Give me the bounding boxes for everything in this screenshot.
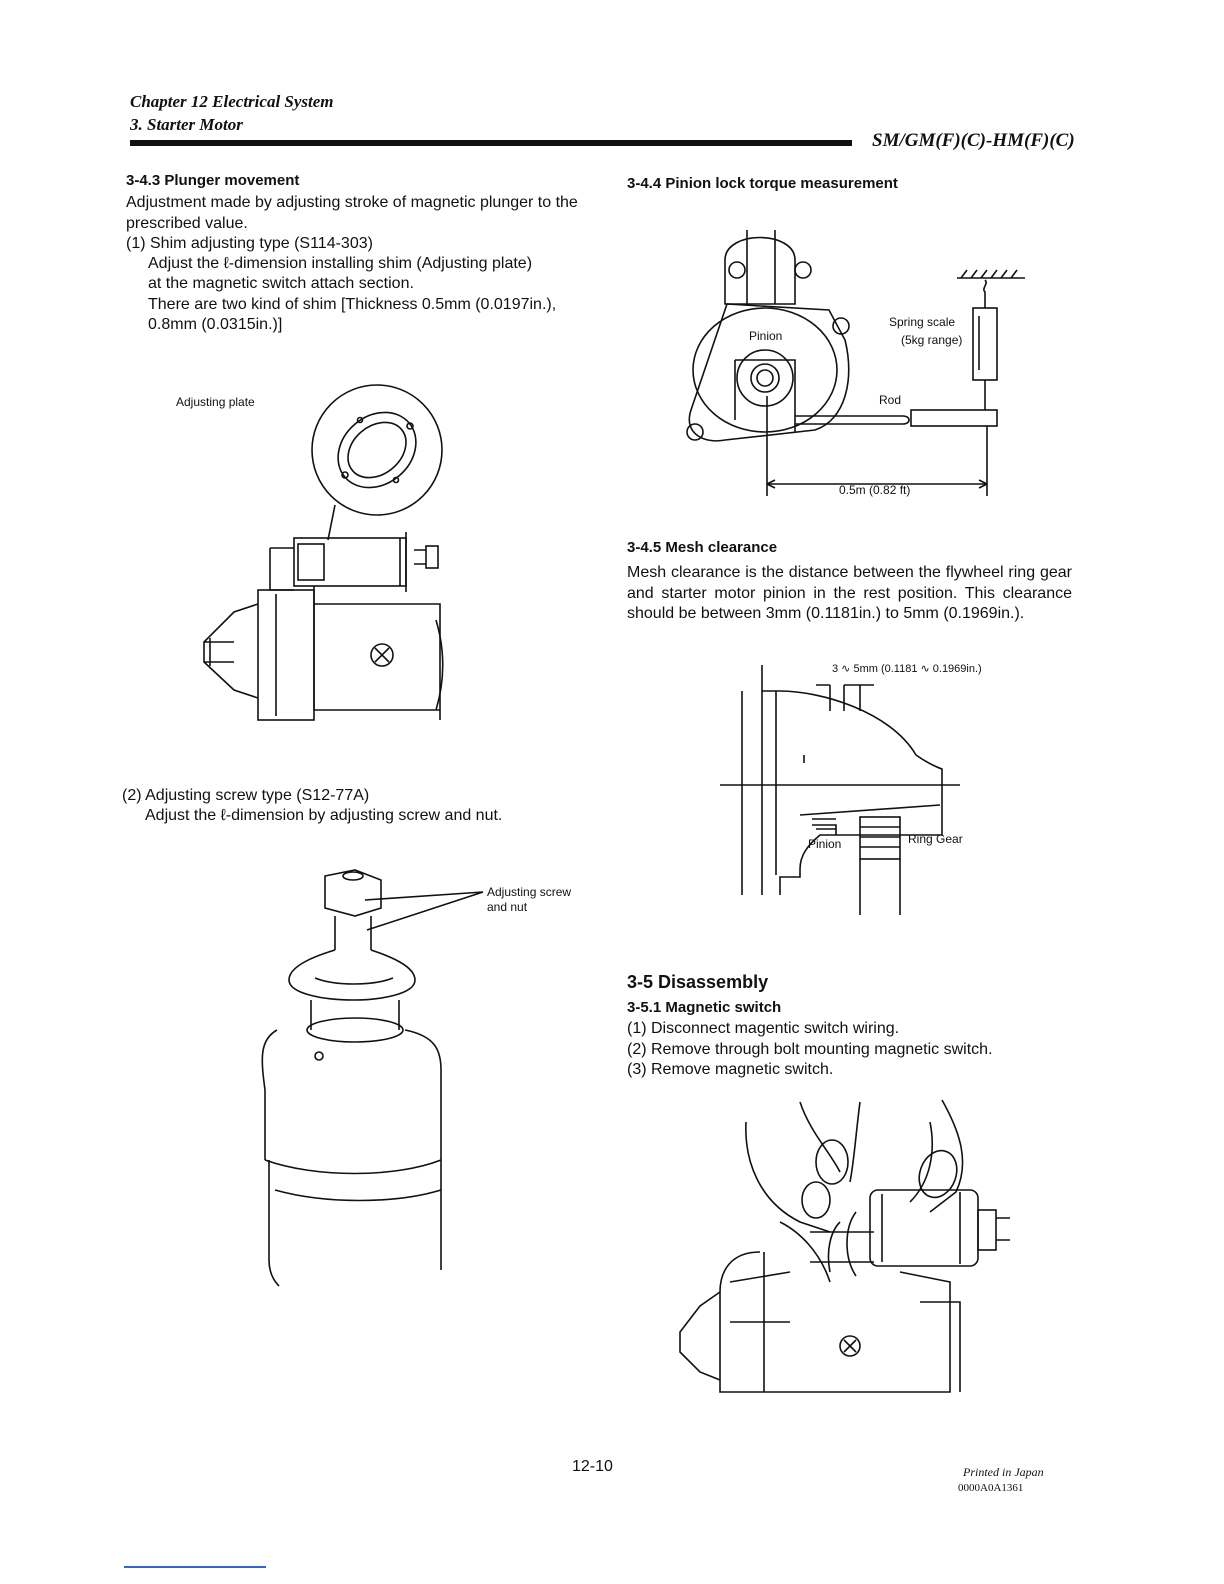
heading-disassembly: 3-5 Disassembly — [627, 972, 769, 992]
printed-in: Printed in Japan — [963, 1465, 1044, 1479]
label-ring-gear: Ring Gear — [908, 832, 963, 846]
chapter-title: Chapter 12 Electrical System — [130, 92, 334, 111]
step1: (1) Disconnect magentic switch wiring. — [627, 1020, 900, 1037]
plunger-intro: Adjustment made by adjusting stroke of magnetic plunger to the prescribed value. — [126, 194, 578, 232]
step3: (3) Remove magnetic switch. — [627, 1061, 834, 1078]
label-rod: Rod — [879, 393, 902, 407]
item1-line2: at the magnetic switch attach section. — [148, 275, 414, 292]
heading-pinion-lock: 3-4.4 Pinion lock torque measurement — [627, 175, 898, 192]
heading-mesh-clearance: 3-4.5 Mesh clearance — [627, 539, 778, 556]
item1-line4: 0.8mm (0.0315in.)] — [148, 316, 283, 333]
label-adjusting-plate: Adjusting plate — [176, 395, 255, 409]
header-rule — [130, 140, 852, 146]
figure-remove-magnetic-switch — [660, 1092, 1040, 1402]
label-mesh-dim: 3 ∿ 5mm (0.1181 ∿ 0.1969in.) — [832, 663, 982, 675]
label-and-nut: and nut — [487, 900, 528, 914]
heading-magnetic-switch: 3-5.1 Magnetic switch — [627, 999, 782, 1016]
label-spring-range: (5kg range) — [901, 333, 963, 347]
item1-line1: Adjust the ℓ-dimension installing shim (Adjusting plate) — [148, 255, 533, 272]
model-code: SM/GM(F)(C)-HM(F)(C) — [872, 130, 1075, 151]
item2-line1: Adjust the ℓ-dimension by adjusting screw and nut. — [145, 807, 503, 824]
label-adjusting-screw: Adjusting screw — [487, 885, 572, 899]
step2: (2) Remove through bolt mounting magnetic switch. — [627, 1041, 993, 1058]
section-title: 3. Starter Motor — [130, 115, 243, 134]
item1-title: (1) Shim adjusting type (S114-303) — [126, 235, 373, 252]
document-code: 0000A0A1361 — [958, 1482, 1024, 1494]
footer-link-rule — [124, 1566, 266, 1568]
label-pinion-fig3: Pinion — [749, 329, 783, 343]
label-pinion-fig4: Pinion — [808, 837, 842, 851]
figure-adjusting-screw — [255, 860, 600, 1290]
item2-title: (2) Adjusting screw type (S12-77A) — [122, 787, 370, 804]
label-spring-scale: Spring scale — [889, 315, 956, 329]
item1-line3: There are two kind of shim [Thickness 0.5mm (0.0197in.), — [148, 296, 557, 313]
figure-adjusting-plate — [170, 380, 470, 740]
mesh-clearance-text: Mesh clearance is the distance between the flywheel ring gear and starter motor pinion in the rest position. This clearance should be between 3mm (0.1181in.) to 5mm (0.1969in.). — [627, 564, 1072, 622]
page-number: 12-10 — [572, 1458, 613, 1475]
heading-plunger-movement: 3-4.3 Plunger movement — [126, 172, 300, 189]
figure-pinion-lock — [675, 220, 1045, 510]
figure-mesh-clearance — [720, 655, 1010, 920]
label-distance: 0.5m (0.82 ft) — [839, 483, 911, 497]
